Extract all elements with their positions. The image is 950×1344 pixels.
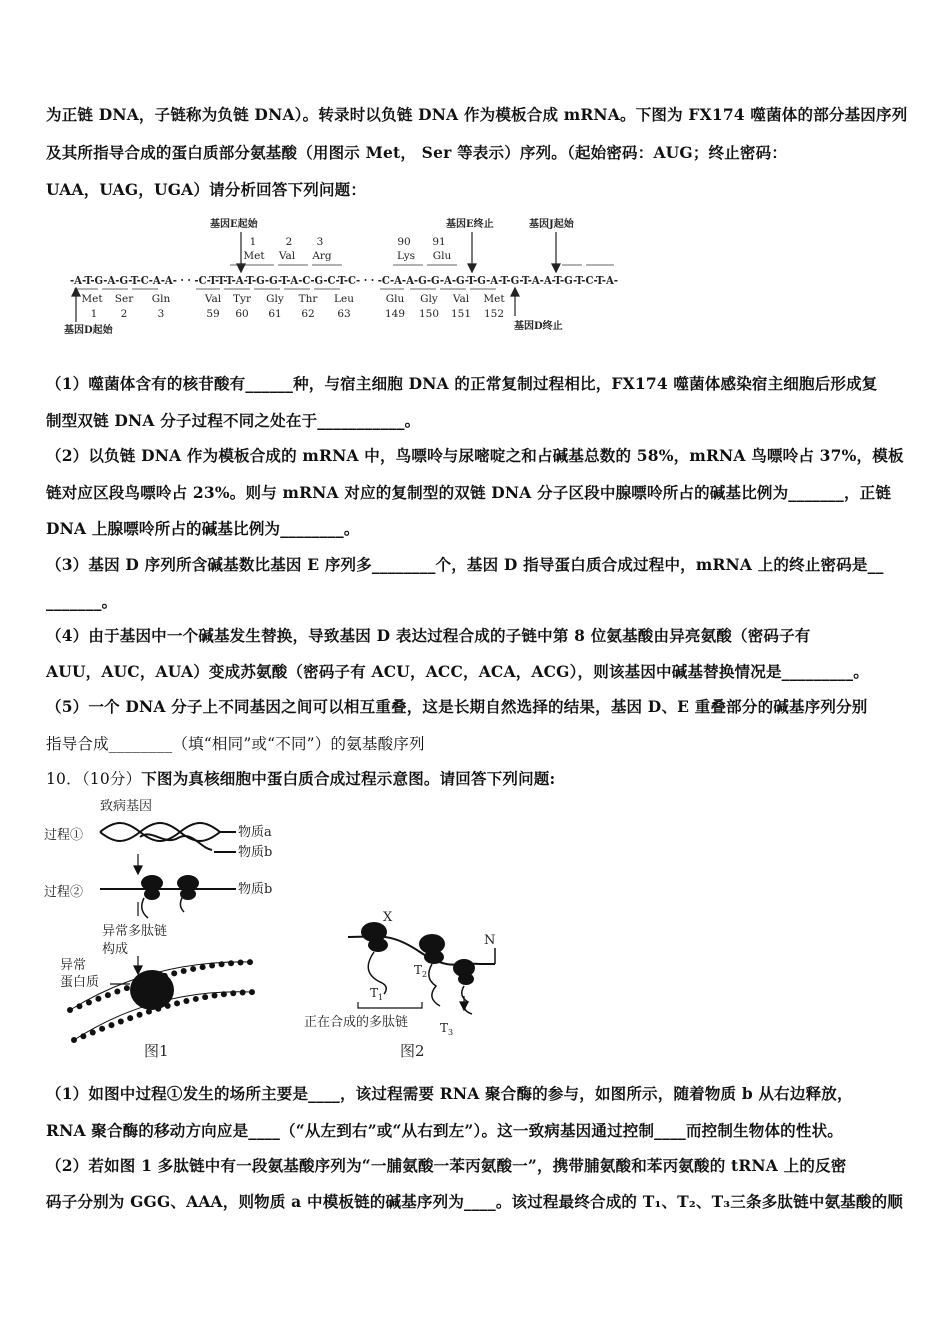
phospholipid-head — [219, 961, 225, 967]
phospholipid-head — [118, 1019, 124, 1025]
gene-sequence-figure — [60, 212, 630, 342]
bottom-number: 1 — [90, 308, 98, 320]
bottom-number: 149 — [384, 308, 406, 320]
gene-e-end-label: 基因E终止 — [446, 219, 494, 230]
phospholipid-head — [99, 1026, 105, 1032]
dna-helix-icon — [100, 823, 236, 850]
phospholipid-head — [108, 1022, 114, 1028]
gene-d-start-label: 基因D起始 — [64, 325, 113, 336]
phospholipid-head — [238, 960, 244, 966]
phospholipid-head — [80, 1033, 86, 1039]
bottom-amino-acid: Gln — [151, 293, 171, 305]
phospholipid-head — [221, 991, 227, 997]
top-amino-acid: Lys — [396, 250, 416, 262]
abnormal-peptide-label: 异常多肽链 — [102, 924, 168, 939]
question-line: （1）如图中过程①发生的场所主要是____，该过程需要 RNA 聚合酶的参与，如图所示，随着物质 b 从右边释放， — [46, 1084, 853, 1103]
bottom-number: 2 — [120, 308, 128, 320]
top-number: 91 — [432, 236, 446, 248]
bottom-number: 150 — [418, 308, 440, 320]
bottom-number: 151 — [450, 308, 472, 320]
phospholipid-head — [247, 959, 253, 965]
t2-label: T — [414, 963, 423, 977]
phospholipid-head — [228, 960, 234, 966]
question-line: （1）噬菌体含有的核苷酸有______种，与宿主细胞 DNA 的正常复制过程相比，FX174 噬菌体感染宿主细胞后形成复 — [46, 374, 878, 393]
intro-line-3: UAA，UAG，UGA）请分析回答下列问题： — [46, 180, 367, 199]
bottom-amino-acid: Met — [81, 293, 103, 305]
question-text: 下图为真核细胞中蛋白质合成过程示意图。请回答下列问题: — [141, 769, 556, 788]
top-amino-acid: Met — [243, 250, 265, 262]
question-line: 指导合成________（填“相同”或“不同”）的氨基酸序列 — [46, 735, 425, 753]
svg-text:物质b — [238, 844, 272, 860]
question-number: 10．（10分） — [46, 770, 142, 788]
t1-subscript: 1 — [378, 993, 384, 1002]
phospholipid-head — [86, 999, 92, 1005]
ribosome-icon — [141, 875, 199, 900]
svg-text:物质a — [238, 824, 272, 840]
bottom-number: 63 — [337, 308, 351, 320]
phospholipid-head — [212, 993, 218, 999]
phospholipid-head — [202, 994, 208, 1000]
phospholipid-head — [124, 985, 130, 991]
question-line: AUU，AUC，AUA）变成苏氨酸（密码子有 ACU，ACC，ACA，ACG），则该基因中碱基替换情况是_________。 — [46, 662, 869, 681]
svg-text:T1 — [370, 986, 383, 1002]
question-line: 码子分别为 GGG、AAA，则物质 a 中模板链的碱基序列为____。该过程最终合成的 T₁、T₂、T₃三条多肽链中氨基酸的顺 — [46, 1192, 903, 1211]
bottom-number: 61 — [268, 308, 282, 320]
phospholipid-head — [95, 996, 101, 1002]
bottom-amino-acid: Glu — [385, 293, 405, 305]
phospholipid-head — [127, 1015, 133, 1021]
top-amino-acid: Arg — [312, 250, 332, 262]
bottom-number: 3 — [157, 308, 165, 320]
phospholipid-head — [105, 992, 111, 998]
t2-subscript: 2 — [422, 970, 428, 979]
intro-line-1: 为正链 DNA，子链称为负链 DNA）。转录时以负链 DNA 作为模板合成 mRNA。下图为 FX174 噬菌体的部分基因序列 — [46, 105, 908, 124]
top-number: 3 — [316, 236, 324, 248]
phospholipid-head — [181, 968, 187, 974]
t1-label: T — [370, 986, 379, 1000]
bottom-amino-acid: Gly — [420, 293, 438, 305]
svg-text:T2 — [414, 963, 427, 979]
t3-subscript: 3 — [448, 1028, 454, 1037]
synthesizing-peptide-label: 正在合成的多肽链 — [304, 1015, 409, 1030]
question-line: （2）以负链 DNA 作为模板合成的 mRNA 中，鸟嘌呤与尿嘧啶之和占碱基总数的 58%，mRNA 鸟嘌呤占 37%，模板 — [46, 446, 904, 465]
top-number: 90 — [397, 236, 411, 248]
top-amino-acid: Glu — [432, 250, 452, 262]
gene-d-end-label: 基因D终止 — [514, 321, 563, 332]
bottom-amino-acid: Thr — [298, 293, 318, 305]
question-line: （2）若如图 1 多肽链中有一段氨基酸序列为“一脯氨酸一苯丙氨酸一”，携带脯氨酸和苯丙氨酸的 tRNA 上的反密 — [46, 1156, 847, 1175]
phospholipid-head — [183, 998, 189, 1004]
phospholipid-head — [193, 996, 199, 1002]
phospholipid-head — [171, 970, 177, 976]
phospholipid-head — [200, 964, 206, 970]
figure-1-caption: 图1 — [144, 1042, 169, 1060]
question-line: 链对应区段鸟嘌呤占 23%。则与 mRNA 对应的复制型的双链 DNA 分子区段中腺嘌呤所占的碱基比例为_______，正链 — [46, 483, 892, 502]
substance-a-label: 物质a — [238, 825, 272, 840]
gene-e-start-label: 基因E起始 — [210, 219, 258, 230]
t3-label: T — [440, 1021, 449, 1035]
bottom-amino-acid: Leu — [334, 293, 354, 305]
question-10-header — [46, 767, 555, 789]
intro-line-2: 及其所指导合成的蛋白质部分氨基酸（用图示 Met， Ser 等表示）序列。（起始密码：AUG；终止密码： — [46, 143, 788, 162]
question-line: _______。 — [46, 592, 118, 611]
question-line: （4）由于基因中一个碱基发生替换，导致基因 D 表达过程合成的子链中第 8 位氨基酸由异亮氨酸（密码子有 — [46, 626, 811, 645]
phospholipid-head — [76, 1003, 82, 1009]
process-1-label: 过程① — [44, 828, 84, 843]
gene-label: 致病基因 — [100, 799, 153, 814]
top-amino-acid: Val — [278, 250, 296, 262]
protein-synthesis-figure — [40, 792, 510, 1064]
svg-text:T3 — [440, 1021, 453, 1037]
abnormal-protein-label-1: 异常 — [60, 958, 87, 973]
bottom-amino-acid: Val — [452, 293, 470, 305]
x-label: X — [383, 910, 393, 925]
question-line: 制型双链 DNA 分子过程不同之处在于___________。 — [46, 411, 421, 430]
phospholipid-head — [230, 990, 236, 996]
process-2-label: 过程② — [44, 885, 84, 900]
bottom-number: 60 — [235, 308, 249, 320]
bottom-amino-acid: Met — [483, 293, 505, 305]
phospholipid-head — [67, 1007, 73, 1013]
top-number: 2 — [285, 236, 293, 248]
bottom-amino-acid: Gly — [266, 293, 284, 305]
phospholipid-head — [137, 1012, 143, 1018]
phospholipid-head — [209, 963, 215, 969]
phospholipid-head — [190, 966, 196, 972]
dna-sequence: -A-T-G-A-G-T-C-A-A- · · -C-T-T-T-A-T-G-G-T-A-C-G-C-T-C- · · -C-A-A-G-G-A-G-T-G-A-T-G-T-A-A-T-G-T-C-T-A- — [70, 274, 618, 287]
bottom-number: 59 — [206, 308, 220, 320]
question-line: DNA 上腺嘌呤所占的碱基比例为________。 — [46, 519, 360, 538]
n-label: N — [484, 933, 496, 948]
bottom-amino-acid: Val — [204, 293, 222, 305]
question-line: （5）一个 DNA 分子上不同基因之间可以相互重叠，这是长期自然选择的结果，基因 D、E 重叠部分的碱基序列分别 — [46, 697, 868, 716]
phospholipid-head — [90, 1029, 96, 1035]
phospholipid-head — [114, 989, 120, 995]
bottom-amino-acid: Tyr — [233, 293, 251, 305]
gene-j-start-label: 基因J起始 — [529, 219, 574, 230]
question-line: RNA 聚合酶的移动方向应是____（“从左到右”或“从右到左”）。这一致病基因通过控制____而控制生物体的性状。 — [46, 1121, 843, 1140]
abnormal-protein-label-2: 蛋白质 — [60, 975, 100, 990]
substance-b2-label: 物质b — [238, 882, 273, 897]
substance-b-label: 物质b — [238, 845, 273, 860]
figure-2-caption: 图2 — [400, 1042, 425, 1060]
phospholipid-head — [249, 989, 255, 995]
abnormal-protein-icon — [130, 970, 174, 1010]
bottom-number: 152 — [483, 308, 505, 320]
phospholipid-head — [71, 1037, 77, 1043]
bottom-amino-acid: Ser — [114, 293, 134, 305]
phospholipid-head — [240, 990, 246, 996]
phospholipid-head — [174, 1000, 180, 1006]
top-number: 1 — [249, 236, 257, 248]
bottom-number: 62 — [301, 308, 315, 320]
question-line: （3）基因 D 序列所含碱基数比基因 E 序列多________个，基因 D 指导蛋白质合成过程中，mRNA 上的终止密码是__ — [46, 555, 884, 574]
constitute-label: 构成 — [102, 942, 129, 957]
